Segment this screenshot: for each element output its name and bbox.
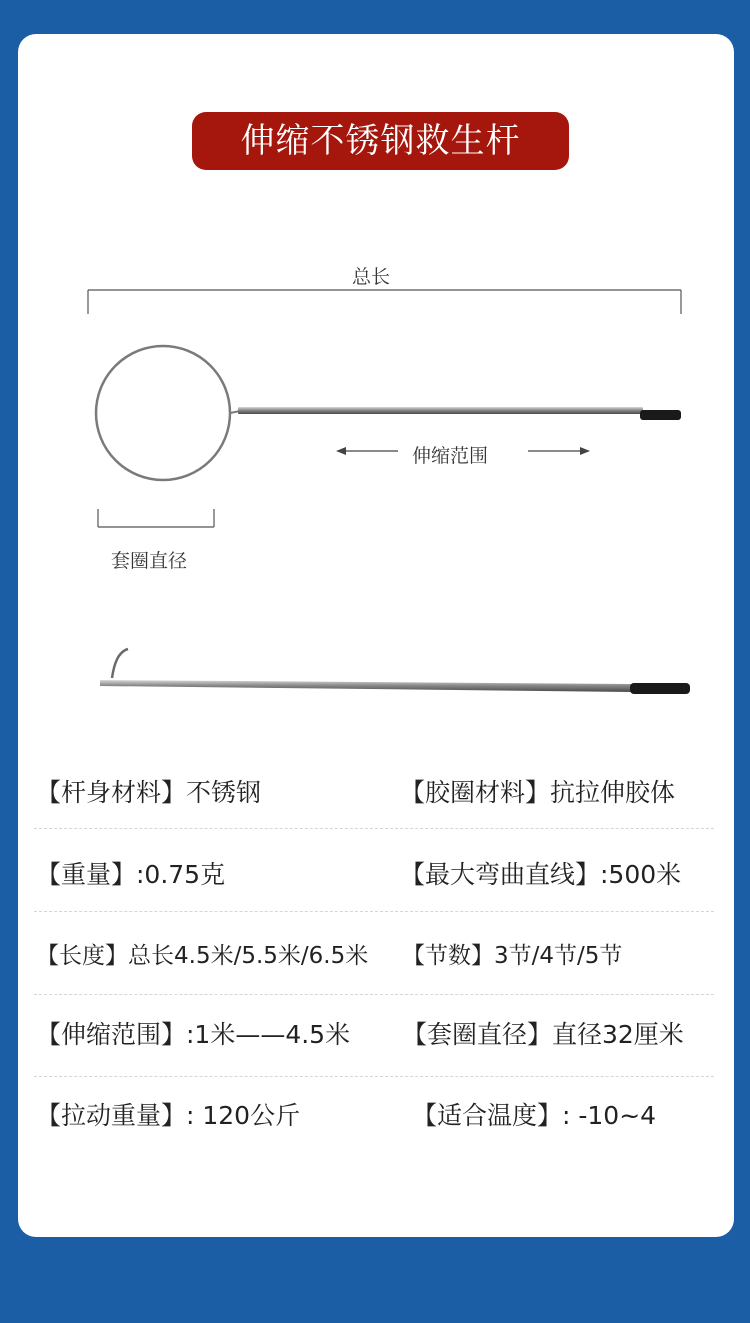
- spec-telescopic-range: 【伸缩范围】:1米——4.5米: [36, 1020, 351, 1049]
- spec-row: [34, 845, 714, 927]
- total-length-bracket: [88, 290, 681, 314]
- loop-diameter-bracket: [98, 509, 214, 527]
- spec-divider: [34, 1076, 714, 1077]
- spec-rubber-material: 【胶圈材料】抗拉伸胶体: [400, 778, 676, 807]
- spec-weight: 【重量】:0.75克: [36, 860, 226, 889]
- page-title: 伸缩不锈钢救生杆: [192, 112, 569, 170]
- loop-diameter-label: 套圈直径: [111, 550, 188, 572]
- total-length-label: 总长: [352, 266, 391, 288]
- loop-pole: [96, 346, 681, 480]
- spec-rod-material: 【杆身材料】不锈钢: [36, 778, 262, 807]
- spec-row: [34, 763, 714, 845]
- spec-row: [34, 1005, 714, 1087]
- spec-divider: [34, 911, 714, 912]
- spec-row: [34, 926, 714, 1008]
- spec-divider: [34, 994, 714, 995]
- spec-row: [34, 1086, 714, 1168]
- telescopic-range-label: 伸缩范围: [412, 445, 489, 467]
- spec-max-bend: 【最大弯曲直线】:500米: [400, 860, 682, 889]
- spec-sections: 【节数】3节/4节/5节: [402, 943, 623, 969]
- spec-temperature: 【适合温度】: -10~4: [412, 1101, 657, 1130]
- spec-divider: [34, 828, 714, 829]
- spec-length: 【长度】总长4.5米/5.5米/6.5米: [36, 943, 369, 969]
- hook-pole: [100, 649, 690, 694]
- spec-loop-diameter: 【套圈直径】直径32厘米: [402, 1020, 684, 1049]
- spec-pull-weight: 【拉动重量】: 120公斤: [36, 1101, 301, 1130]
